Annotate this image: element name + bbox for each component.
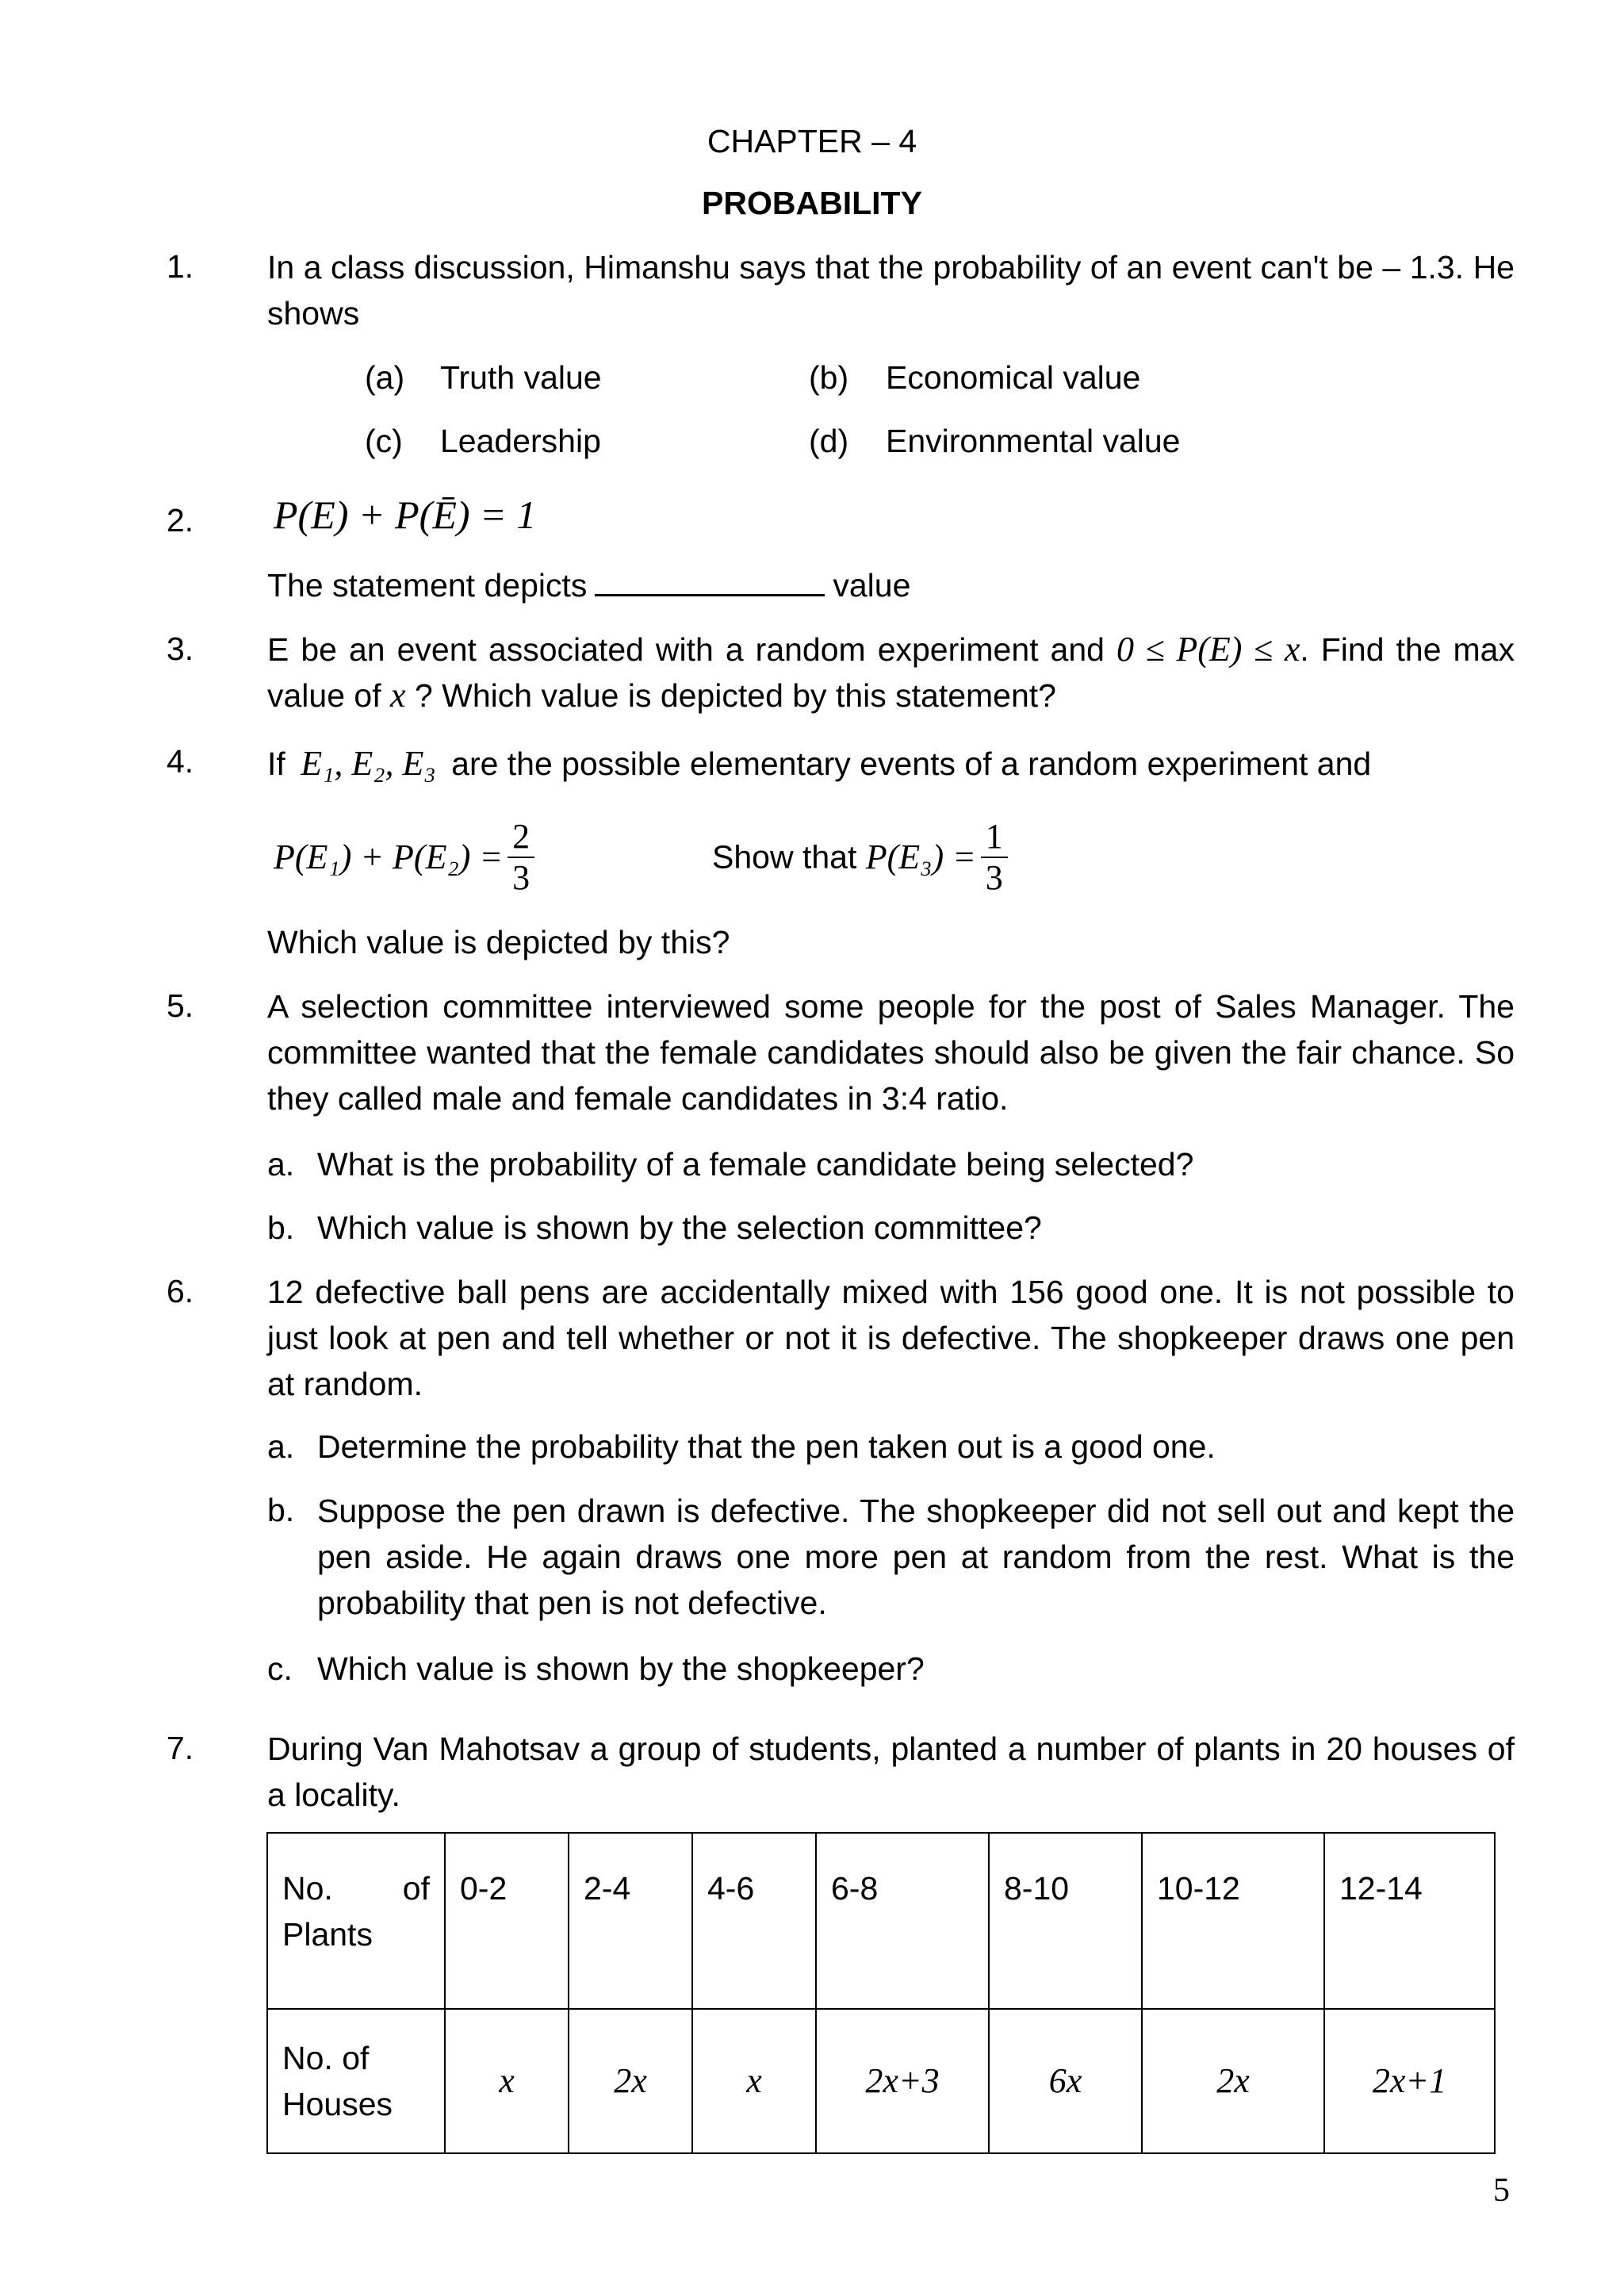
table-cell-houses: 6x <box>989 2009 1142 2153</box>
q5-part-b-text: Which value is shown by the selection committee? <box>317 1209 1042 1246</box>
question-number-5: 5. <box>167 987 194 1024</box>
q4-lhs-fraction <box>508 817 534 898</box>
q6-part-b-text: Suppose the pen drawn is defective. The shopkeeper did not sell out and kept the pen aside. He again draws one more pen at random from the rest. What is the probability that pen is not defective. <box>317 1493 1515 1621</box>
q4-lhs-denominator: 3 <box>512 858 530 897</box>
table-row-houses <box>267 2009 1495 2153</box>
table-cell-interval: 6-8 <box>816 1833 989 2009</box>
q6-part-c-text: Which value is shown by the shopkeeper? <box>317 1650 925 1687</box>
q3-text-c: ? Which value is depicted by this statement? <box>414 677 1056 714</box>
q3-text-b: . Find the max value of <box>267 631 1515 714</box>
page-number: 5 <box>1493 2172 1510 2209</box>
q1-option-c-key: (c) <box>365 423 403 459</box>
question-number-4: 4. <box>167 743 194 780</box>
q4-lhs-numerator: 2 <box>508 817 534 858</box>
q6-part-a-key: a. <box>267 1428 295 1465</box>
table-cell-houses: 2x+3 <box>816 2009 989 2153</box>
question-4-text <box>267 739 1371 788</box>
q2-text-start: The statement depicts <box>267 567 588 604</box>
q4-question: Which value is depicted by this? <box>267 924 730 960</box>
q6-part-b-key: b. <box>267 1492 295 1528</box>
table-cell-interval: 10-12 <box>1142 1833 1324 2009</box>
q2-blank <box>595 567 825 596</box>
q1-option-b-text: Economical value <box>886 359 1141 396</box>
q1-option-c-text: Leadership <box>440 423 601 459</box>
q1-option-a-text: Truth value <box>440 359 602 396</box>
q5-part-b-key: b. <box>267 1209 295 1246</box>
table-cell-interval: 2-4 <box>569 1833 692 2009</box>
table-cell-interval: 8-10 <box>989 1833 1142 2009</box>
q4-rhs-denominator: 3 <box>985 858 1003 897</box>
table-header-houses: No. of Houses <box>267 2009 445 2153</box>
question-number-1: 1. <box>167 248 194 285</box>
question-5-text: A selection committee interviewed some people for the post of Sales Manager. The committee wanted that the female candidates should also be given the fair chance. So they called male and female candidates in 3:4 ratio. <box>267 988 1515 1117</box>
question-6-text: 12 defective ball pens are accidentally mixed with 156 good one. It is not possible to just look at pen and tell whether or not it is defective. The shopkeeper draws one pen at random. <box>267 1274 1515 1402</box>
table-cell-interval: 0-2 <box>445 1833 569 2009</box>
table-cell-interval: 12-14 <box>1324 1833 1495 2009</box>
question-7-text: During Van Mahotsav a group of students, planted a number of plants in 20 houses of a locality. <box>267 1731 1515 1813</box>
q4-to-show <box>712 817 1008 898</box>
table-cell-interval: 4-6 <box>692 1833 816 2009</box>
question-number-6: 6. <box>167 1273 194 1309</box>
q2-text-end: value <box>833 567 911 604</box>
q4-rhs-fraction <box>981 817 1008 898</box>
q4-rhs-numerator: 1 <box>981 817 1008 858</box>
q3-variable: x <box>390 676 406 715</box>
table-row-plants <box>267 1833 1495 2009</box>
q3-inequality: 0 ≤ P(E) ≤ x <box>1116 630 1300 669</box>
q3-text-a: E be an event associated with a random experiment and <box>267 631 1105 668</box>
q4-text-b: are the possible elementary events of a random experiment and <box>451 746 1372 782</box>
q4-given-equation <box>274 817 534 898</box>
q2-formula: P(E) + P(Ē) = 1 <box>274 493 537 537</box>
question-1-text: In a class discussion, Himanshu says that the probability of an event can't be – 1.3. He shows <box>267 249 1515 332</box>
chapter-title: PROBABILITY <box>702 185 922 221</box>
q6-part-a-text: Determine the probability that the pen taken out is a good one. <box>317 1428 1216 1465</box>
q1-option-d-key: (d) <box>809 423 849 459</box>
table-header-plants: No. of Plants <box>267 1833 445 2009</box>
question-number-3: 3. <box>167 631 194 667</box>
table-cell-houses: 2x+1 <box>1324 2009 1495 2153</box>
table-cell-houses: x <box>445 2009 569 2153</box>
table-cell-houses: 2x <box>569 2009 692 2153</box>
table-cell-houses: 2x <box>1142 2009 1324 2153</box>
q1-option-a-key: (a) <box>365 359 405 396</box>
q4-show-label: Show that <box>712 838 857 876</box>
plants-table <box>266 1832 1496 2154</box>
q5-part-a-key: a. <box>267 1146 295 1182</box>
q4-lhs: P(E₁) + P(E₂) = <box>274 838 504 877</box>
q4-events: E₁, E₂, E₃ <box>301 744 436 783</box>
q4-rhs: P(E₃) = <box>865 838 976 877</box>
q5-part-a-text: What is the probability of a female candidate being selected? <box>317 1146 1194 1182</box>
q1-option-d-text: Environmental value <box>886 423 1181 459</box>
table-cell-houses: x <box>692 2009 816 2153</box>
q1-option-b-key: (b) <box>809 359 849 396</box>
q6-part-c-key: c. <box>267 1650 293 1687</box>
chapter-heading: CHAPTER – 4 <box>707 123 917 159</box>
q2-statement <box>267 563 910 608</box>
q4-text-a: If <box>267 746 285 782</box>
question-number-2: 2. <box>167 502 194 539</box>
question-3-text <box>267 627 1515 719</box>
question-number-7: 7. <box>167 1730 194 1766</box>
